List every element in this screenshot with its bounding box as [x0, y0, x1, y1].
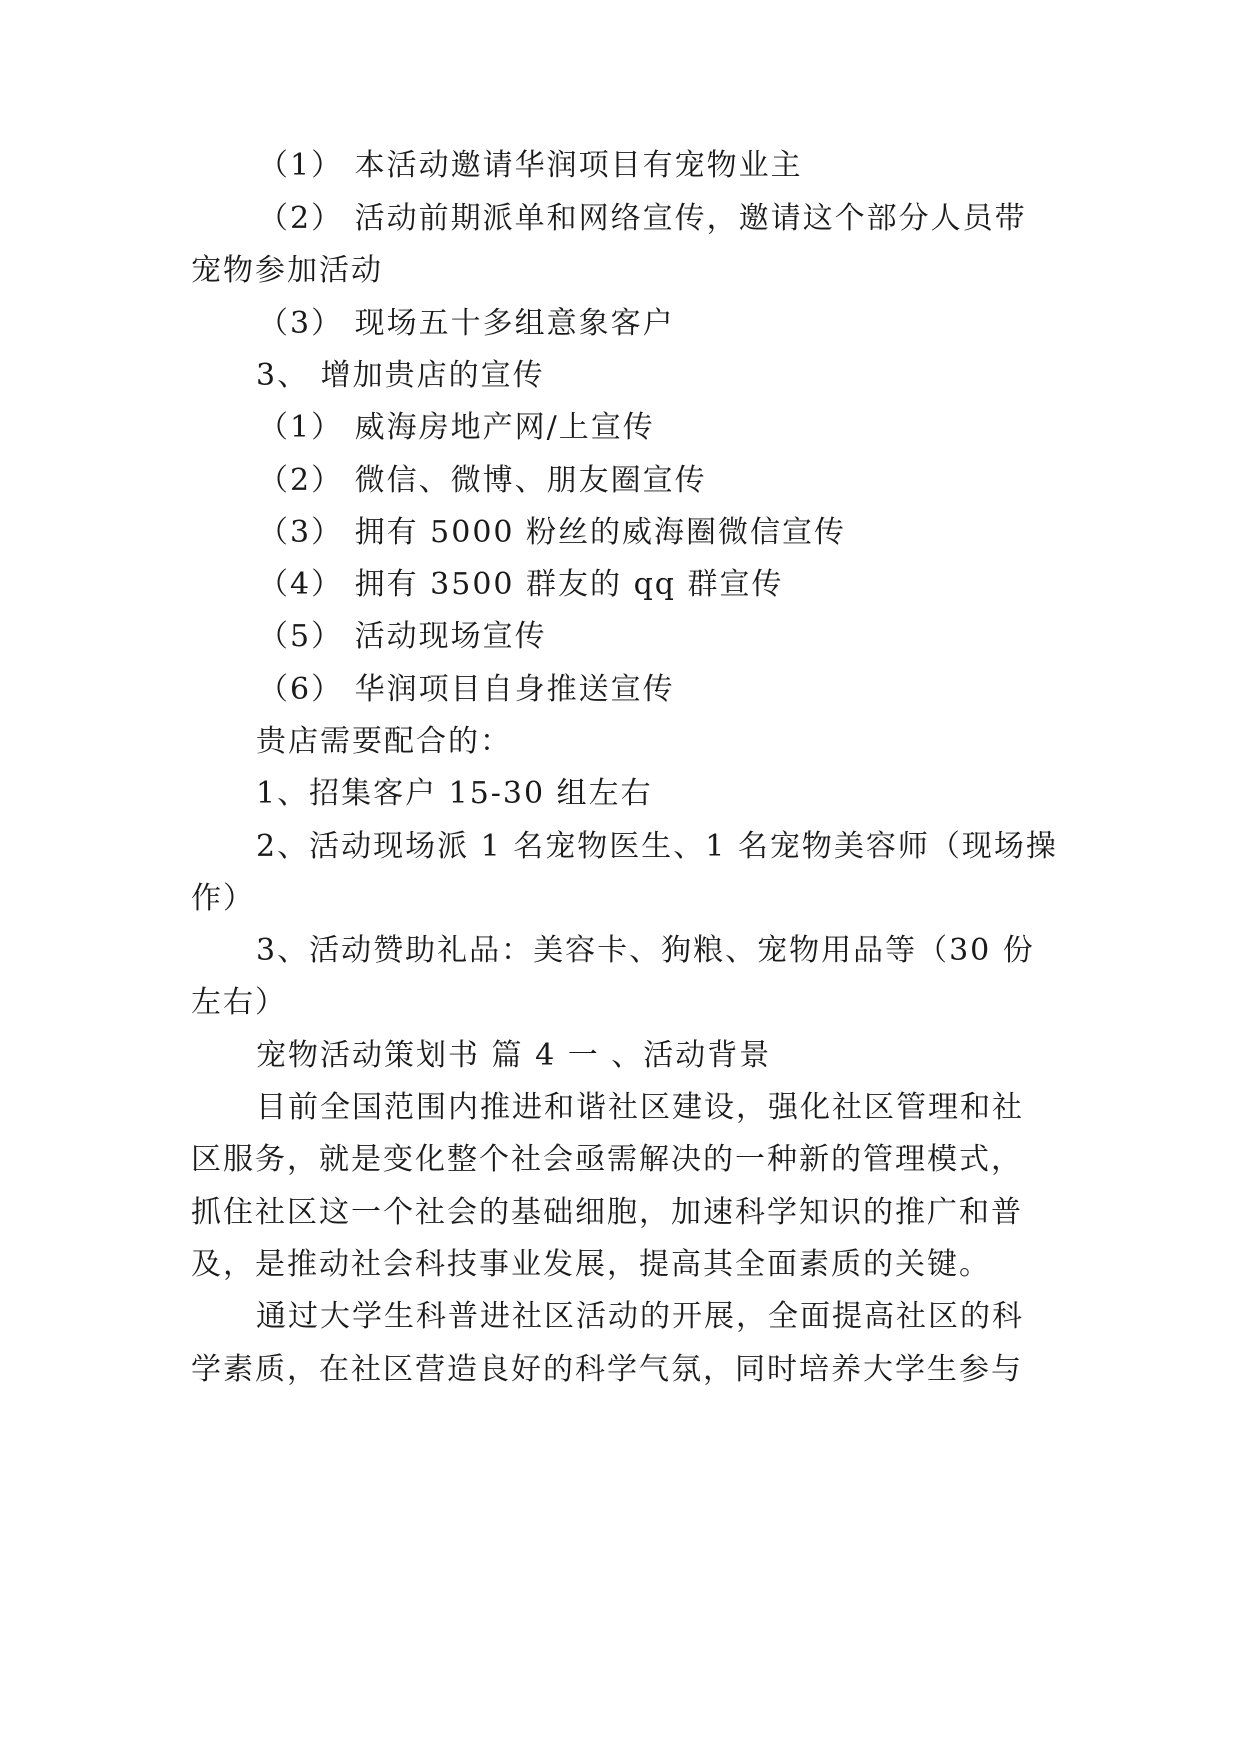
paragraph-line: 区服务，就是变化整个社会亟需解决的一种新的管理模式，: [191, 1142, 1023, 1177]
list-item: 3、活动赞助礼品：美容卡、狗粮、宠物用品等（30 份: [256, 933, 1035, 968]
list-item: （1） 本活动邀请华润项目有宠物业主: [258, 148, 803, 183]
list-item: （5） 活动现场宣传: [258, 619, 547, 654]
list-item: （3） 现场五十多组意象客户: [258, 306, 675, 341]
list-item: （2） 活动前期派单和网络宣传，邀请这个部分人员带: [258, 201, 1027, 236]
list-item-continuation: 宠物参加活动: [191, 253, 383, 288]
paragraph-line: 通过大学生科普进社区活动的开展，全面提高社区的科: [256, 1299, 1024, 1334]
paragraph-line: 及，是推动社会科技事业发展，提高其全面素质的关键。: [191, 1247, 991, 1282]
paragraph-line: 抓住社区这一个社会的基础细胞，加速科学知识的推广和普: [191, 1195, 1023, 1230]
section-heading: 贵店需要配合的：: [256, 724, 512, 759]
section-heading: 3、 增加贵店的宣传: [256, 358, 545, 393]
list-item: （6） 华润项目自身推送宣传: [258, 672, 675, 707]
list-item: 1、招集客户 15-30 组左右: [256, 776, 653, 811]
list-item: （4） 拥有 3500 群友的 qq 群宣传: [258, 567, 784, 602]
list-item: 2、活动现场派 1 名宠物医生、1 名宠物美容师（现场操: [256, 829, 1058, 864]
paragraph-line: 学素质，在社区营造良好的科学气氛，同时培养大学生参与: [191, 1352, 1023, 1387]
list-item-continuation: 左右）: [191, 985, 287, 1020]
list-item: （3） 拥有 5000 粉丝的威海圈微信宣传: [258, 515, 847, 550]
paragraph-line: 目前全国范围内推进和谐社区建设，强化社区管理和社: [256, 1090, 1024, 1125]
list-item-continuation: 作）: [191, 881, 255, 916]
section-title: 宠物活动策划书 篇 4 一 、活动背景: [256, 1038, 772, 1073]
list-item: （1） 威海房地产网/上宣传: [258, 410, 655, 445]
list-item: （2） 微信、微博、朋友圈宣传: [258, 463, 707, 498]
